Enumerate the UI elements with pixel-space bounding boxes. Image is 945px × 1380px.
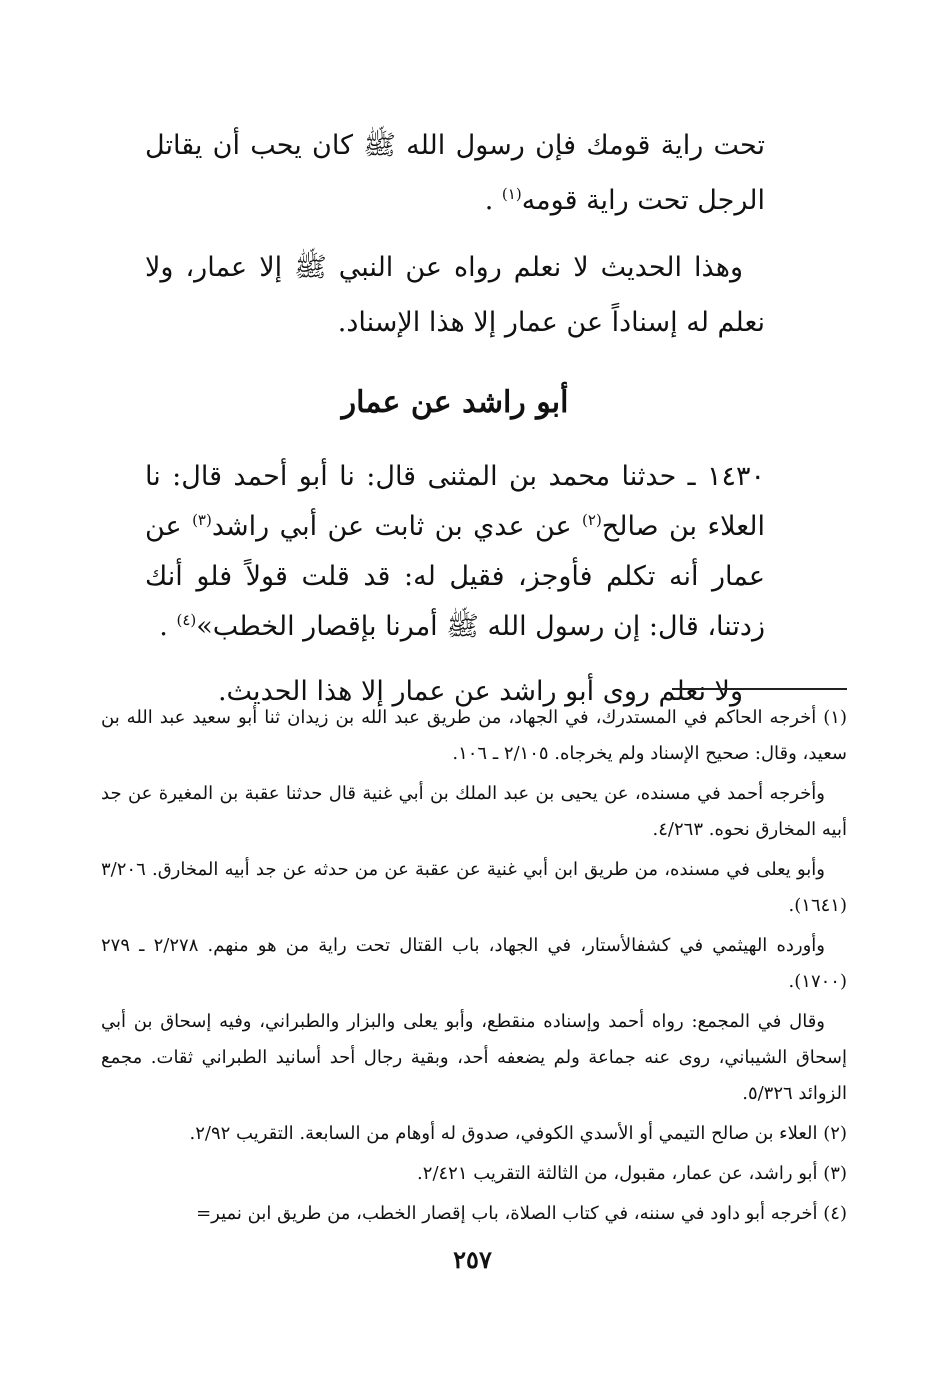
main-text: [145, 118, 765, 719]
footnote-4: (٤) أخرجه أبو داود في سننه، في كتاب الصلاة، باب إقصار الخطب، من طريق ابن نمير=: [196, 1203, 847, 1224]
section-heading: أبو راشد عن عمار: [341, 385, 569, 420]
footnote-ref-3: (٣): [192, 511, 212, 529]
footnote-ref-4: (٤): [176, 611, 197, 629]
paragraph-1-text: تحت راية قومك فإن رسول الله ﷺ كان يحب أن يقاتل الرجل تحت راية قومه: [145, 130, 765, 216]
footnote-3: (٣) أبو راشد، عن عمار، مقبول، من الثالثة التقريب ٢/٤٢١.: [417, 1163, 847, 1184]
footnote-2: (٢) العلاء بن صالح التيمي أو الأسدي الكوفي، صدوق له أوهام من السابعة. التقريب ٢/٩٢.: [189, 1123, 847, 1144]
paragraph-1: [145, 118, 765, 228]
paragraph-3: ولا نعلم روى أبو راشد عن عمار إلا هذا الحديث.: [217, 676, 743, 707]
footnote-ref-2: (٢): [582, 511, 602, 529]
footnote-1-abu-yala: وأبو يعلى في مسنده، من طريق ابن أبي غنية عن عقبة عن من حدثه عن جد أبيه المخارق. ٣/٢٠٦ (١٦٤١).: [101, 859, 847, 916]
hadith-part-c: عن عمار أنه تكلم فأوجز، فقيل له: قد قلت قولاً فلو أنك زدتنا، قال: إن رسول الله ﷺ أمرنا بإقصار الخطب»: [145, 511, 765, 642]
hadith-end: .: [159, 611, 177, 642]
page-number: ٢٥٧: [453, 1245, 492, 1274]
hadith-part-a: ١٤٣٠ ـ حدثنا محمد بن المثنى قال: نا أبو أحمد قال: نا العلاء بن صالح: [145, 461, 766, 542]
paragraph-1-end: .: [484, 185, 502, 216]
footnote-1: (١) أخرجه الحاكم في المستدرك، في الجهاد، من طريق عبد الله بن زيدان ثنا أبو سعيد عبد الله بن سعيد، وقال: صحيح الإسناد ولم يخرجاه. ٢/١٠٥ ـ ١٠٦.: [101, 707, 847, 764]
footnote-1-majma: وقال في المجمع: رواه أحمد وإسناده منقطع، وأبو يعلى والبزار والطبراني، وفيه إسحاق بن أبي إسحاق الشيباني، روى عنه جماعة ولم يضعفه أحد، وبقية رجال أحد أسانيد الطبراني ثقات. مجمع الزوائد ٥/٣٢٦.: [101, 1011, 847, 1104]
footnote-1-haythami: وأورده الهيثمي في كشفالأستار، في الجهاد، باب القتال تحت راية من هو منهم. ٢/٢٧٨ ـ ٢٧٩ (١٧٠٠).: [101, 935, 847, 992]
paragraph-2: وهذا الحديث لا نعلم رواه عن النبي ﷺ إلا عمار، ولا نعلم له إسناداً عن عمار إلا هذا الإسناد.: [145, 252, 765, 338]
footnote-1-ahmad: وأخرجه أحمد في مسنده، عن يحيى بن عبد الملك بن أبي غنية قال حدثنا عقبة بن المغيرة عن جد أبيه المخارق نحوه. ٤/٢٦٣.: [101, 783, 847, 840]
hadith-1430: [145, 452, 765, 652]
hadith-part-b: عن عدي بن ثابت عن أبي راشد: [211, 511, 583, 542]
footnote-divider: [672, 688, 847, 690]
footnote-ref-1: (١): [501, 185, 522, 203]
footnotes: [101, 700, 847, 1236]
